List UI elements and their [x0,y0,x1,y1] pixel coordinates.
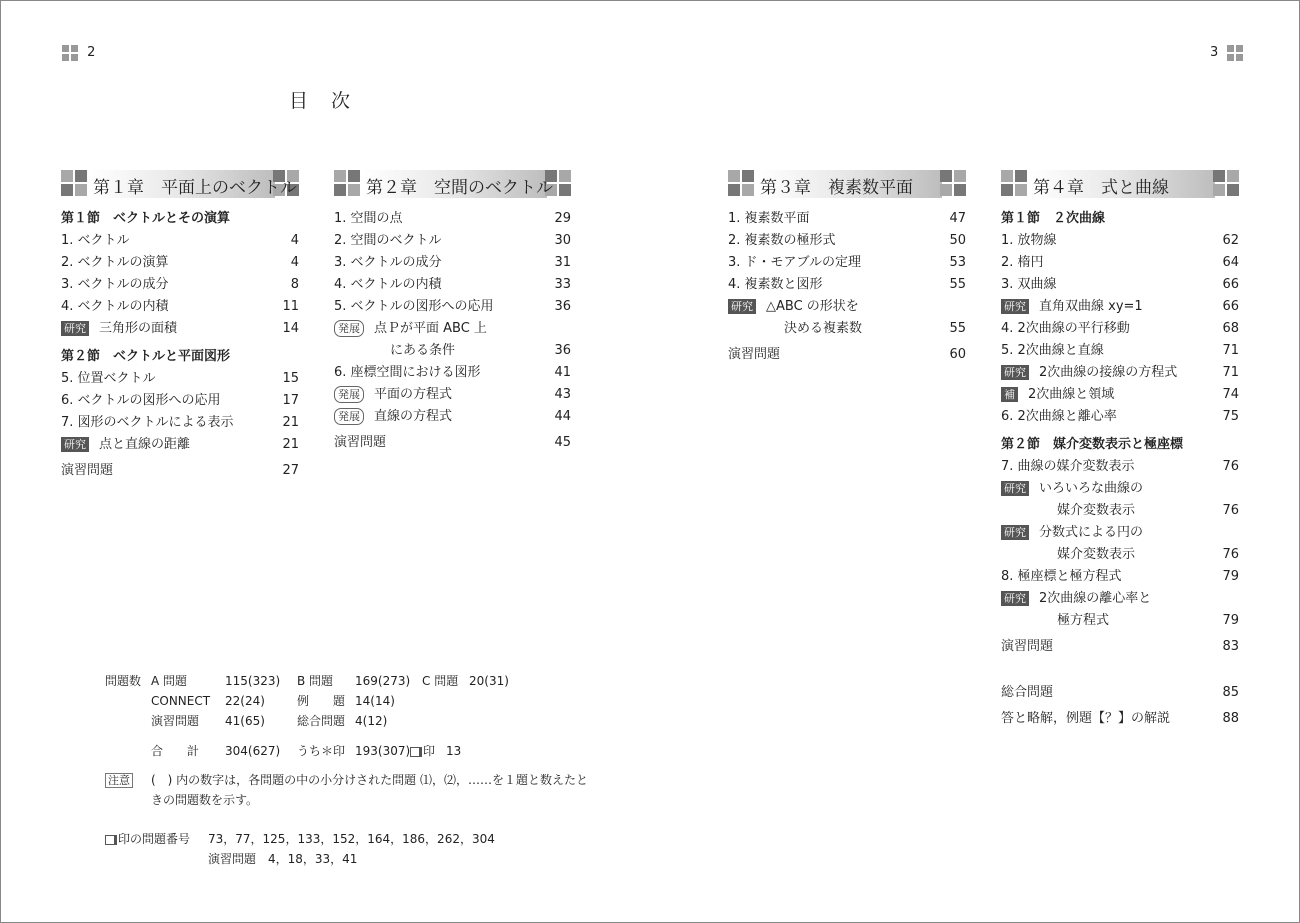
toc-entry [728,344,966,366]
toc-page-number: 85 [1222,685,1239,700]
dot-leader [227,390,277,412]
chapter-header [334,170,571,198]
toc-entry [1001,406,1239,428]
toc-page-number: 50 [949,233,966,248]
toc-entry [334,274,571,296]
dot-leader [392,432,548,454]
toc-entry [61,230,299,252]
toc-entry [61,318,299,340]
toc-entry-title: 3. 双曲線 [1001,277,1057,292]
badge-hatten: 発展 [334,408,364,425]
toc-entry-title: 研究 △ABC の形状を [728,296,859,318]
toc-page-number: 21 [282,415,299,430]
toc-page-number: 55 [949,277,966,292]
badge-kenkyu: 研究 [1001,365,1029,380]
toc-entry [334,432,571,454]
chapter-title: 第３章 複素数平面 [760,178,913,198]
section-heading: 第１節 ２次曲線 [1001,211,1106,226]
note-line-1: ( ) 内の数字は，各問題の中の小分けされた問題 ⑴，⑵，……を１題と数えたと [151,773,588,787]
dot-leader [1050,252,1217,274]
toc-page-number: 74 [1222,387,1239,402]
badge-kenkyu: 研究 [61,437,89,452]
toc-entry-title: 1. 複素数平面 [728,211,810,226]
toc-page-number: 8 [290,277,299,292]
toc-entry [728,208,966,230]
dot-leader [175,296,277,318]
toc-page-number: 75 [1222,409,1239,424]
stat-example-label: 例 題 [297,694,346,708]
toc-entry [61,412,299,434]
chapter-header [1001,170,1239,198]
toc-entry [1001,682,1239,704]
note-line-2: きの問題数を示す。 [151,793,259,807]
toc-entry-title: 媒介変数表示 [1057,503,1136,518]
toc-entry-title: 5. 2次曲線と直線 [1001,343,1104,358]
dot-leader [448,274,549,296]
stat-c-label: C 問題 [422,674,459,688]
toc-entry-title: 3. ベクトルの成分 [334,255,442,270]
toc-entry-title: 研究 2次曲線の離心率と [1001,588,1151,610]
page-marker-icon [62,45,78,61]
toc-page-number: 11 [282,299,299,314]
toc-entry-title: 4. ベクトルの内積 [334,277,442,292]
toc-entry [728,252,966,274]
dot-leader [1063,230,1217,252]
toc-page-number: 64 [1222,255,1239,270]
toc-entry-title: 総合問題 [1001,685,1054,700]
toc-entry [61,252,299,274]
toc-line [1001,522,1239,544]
toc-entry [1001,296,1239,318]
dot-leader [816,208,944,230]
toc-line [1001,478,1239,500]
toc-line [1001,588,1239,610]
toc-entry [1001,318,1239,340]
stat-total-label: 合 計 [151,744,200,758]
toc-entry-title: 1. 空間の点 [334,211,403,226]
dot-leader [842,230,944,252]
toc-page-number: 79 [1222,569,1239,584]
toc-entry-title: 4. ベクトルの内積 [61,299,169,314]
page-title: 目 次 [289,90,353,112]
toc-entry-title: 媒介変数表示 [1057,547,1136,562]
page-marker-icon [1227,45,1243,61]
toc-entry-title: 2. 空間のベクトル [334,233,442,248]
toc-entry-title: 研究 直角双曲線 xy=1 [1001,296,1143,318]
toc-line [334,318,571,340]
toc-entry-title: 研究 三角形の面積 [61,318,177,340]
dot-leader [136,230,285,252]
stat-book: 印 [410,741,435,761]
book-icon [410,747,422,757]
stat-book-value: 13 [446,744,462,758]
chapter-header [61,170,299,198]
toc-entry-title: にある条件 [390,343,456,358]
book-problems-list-1: 73，77，125，133，152，164，186，262，304 [208,832,495,846]
toc-entry [1001,708,1239,730]
dot-leader [183,318,276,340]
book-problems-list-2: 演習問題 4，18，33，41 [208,852,358,866]
corner-squares-icon [334,170,360,196]
dot-leader [458,384,548,406]
badge-hatten: 発展 [334,386,364,403]
toc-page-number: 55 [949,321,966,336]
toc-entry [61,460,299,482]
section-heading: 第２節 媒介変数表示と極座標 [1001,437,1184,452]
toc-entry-title: 演習問題 [728,347,781,362]
toc-entry-title: 演習問題 [61,463,114,478]
toc-entry-title: 決める複素数 [784,321,863,336]
toc-page-number: 66 [1222,299,1239,314]
toc-entry-title: 2. 複素数の極形式 [728,233,836,248]
toc-entry-title: 4. 2次曲線の平行移動 [1001,321,1130,336]
toc-page-number: 79 [1222,613,1239,628]
toc-entry-title: 4. 複素数と図形 [728,277,823,292]
dot-leader [1128,566,1217,588]
section-heading: 第１節 ベクトルとその演算 [61,211,231,226]
dot-leader [1120,384,1216,406]
toc-entry-title: 8. 極座標と極方程式 [1001,569,1122,584]
section-heading: 第２節 ベクトルと平面図形 [61,349,231,364]
dot-leader [1183,362,1216,384]
toc-page-number: 15 [282,371,299,386]
toc-entry [334,296,571,318]
toc-entry [61,434,299,456]
toc-entry [1057,544,1239,566]
toc-entry-title: 7. 曲線の媒介変数表示 [1001,459,1135,474]
badge-kenkyu: 研究 [728,299,756,314]
toc-page-number: 66 [1222,277,1239,292]
dot-leader [1059,636,1216,658]
dot-leader [1059,682,1216,704]
chapter-title: 第１章 平面上のベクトル [93,178,297,198]
stat-sogo-value: 4(12) [355,714,388,728]
stat-sogo-label: 総合問題 [297,714,346,728]
dot-leader [119,460,276,482]
toc-entry-title: 6. 座標空間における図形 [334,365,481,380]
toc-page-number: 83 [1222,639,1239,654]
note-tag: 注意 [105,770,133,790]
toc-entry-title: 補 2次曲線と領域 [1001,384,1114,406]
toc-entry-title: 発展 直線の方程式 [334,406,452,428]
corner-squares-icon [940,170,966,196]
dot-leader [1176,708,1216,730]
dot-leader [1136,318,1217,340]
stat-a-value: 115(323) [225,674,281,688]
corner-squares-icon [1213,170,1239,196]
toc-entry-title: 研究 いろいろな曲線の [1001,478,1143,500]
toc-entry [1057,610,1239,632]
corner-squares-icon [1001,170,1027,196]
toc-entry [61,274,299,296]
toc-entry [1001,566,1239,588]
toc-entry [334,384,571,406]
dot-leader [868,318,943,340]
toc-entry [334,406,571,428]
stat-b-label: B 問題 [297,674,334,688]
toc-page-number: 76 [1222,503,1239,518]
toc-entry [390,340,571,362]
page-number-right: 3 [1210,42,1243,61]
dot-leader [786,344,943,366]
dot-leader [1141,500,1216,522]
toc-entry [1001,230,1239,252]
stat-c-value: 20(31) [469,674,509,688]
toc-entry [334,208,571,230]
toc-entry-title: 2. ベクトルの演算 [61,255,169,270]
toc-entry-title: 7. 図形のベクトルによる表示 [61,415,234,430]
badge-kenkyu: 研究 [61,321,89,336]
toc-page-number: 53 [949,255,966,270]
stats-label: 問題数 [105,674,142,688]
toc-entry-title: 3. ベクトルの成分 [61,277,169,292]
toc-page-number: 41 [554,365,571,380]
page-number-left: 2 [62,42,95,61]
stat-ensyu-value: 41(65) [225,714,265,728]
toc-entry-title: 研究 分数式による円の [1001,522,1143,544]
dot-leader [461,340,548,362]
toc-page-number: 21 [282,437,299,452]
toc-entry-title: 研究 2次曲線の接線の方程式 [1001,362,1177,384]
toc-entry [784,318,966,340]
book-icon [105,835,117,845]
toc-entry-title: 答と略解，例題【？】の解説 [1001,711,1171,726]
dot-leader [1115,610,1216,632]
toc-page-number: 43 [554,387,571,402]
chapter-title: 第２章 空間のベクトル [366,178,553,198]
toc-page-number: 62 [1222,233,1239,248]
toc-page-number: 60 [949,347,966,362]
stat-connect-label: CONNECT [151,694,211,708]
dot-leader [175,274,285,296]
toc-entry-title: 1. 放物線 [1001,233,1057,248]
dot-leader [829,274,944,296]
corner-squares-icon [61,170,87,196]
toc-entry [1001,362,1239,384]
toc-page-number: 88 [1222,711,1239,726]
toc-entry-title: 5. ベクトルの図形への応用 [334,299,494,314]
toc-entry [61,296,299,318]
stat-star-value: 193(307) [355,744,411,758]
dot-leader [458,406,548,428]
dot-leader [196,434,276,456]
toc-entry [728,230,966,252]
toc-page-number: 71 [1222,365,1239,380]
toc-entry-title: 5. 位置ベクトル [61,371,156,386]
toc-entry [1001,274,1239,296]
toc-page-number: 36 [554,343,571,358]
stat-a-label: A 問題 [151,674,188,688]
toc-page-number: 17 [282,393,299,408]
toc-page-number: 45 [554,435,571,450]
toc-entry [334,252,571,274]
toc-page-number: 47 [949,211,966,226]
toc-entry [1001,340,1239,362]
toc-entry [1001,384,1239,406]
badge-kenkyu: 研究 [1001,591,1029,606]
dot-leader [175,252,285,274]
toc-entry-title: 極方程式 [1057,613,1110,628]
dot-leader [1123,406,1217,428]
toc-entry [334,230,571,252]
toc-page-number: 76 [1222,547,1239,562]
dot-leader [1141,544,1216,566]
toc-entry-title: 研究 点と直線の距離 [61,434,190,456]
badge-kenkyu: 研究 [1001,481,1029,496]
dot-leader [1063,274,1217,296]
stat-star-label: うち＊印 [297,744,346,758]
toc-entry [61,368,299,390]
toc-entry-title: 1. ベクトル [61,233,130,248]
toc-page-number: 4 [290,233,299,248]
dot-leader [867,252,943,274]
dot-leader [240,412,277,434]
toc-page-number: 31 [554,255,571,270]
toc-page-number: 44 [554,409,571,424]
toc-entry [334,362,571,384]
book-problems-label: 印の問題番号 [105,829,190,849]
toc-page-number: 27 [282,463,299,478]
dot-leader [1141,456,1217,478]
stat-b-value: 169(273) [355,674,411,688]
toc-entry [1001,252,1239,274]
toc-page-number: 71 [1222,343,1239,358]
chapter-header [728,170,966,198]
toc-entry-title: 発展 平面の方程式 [334,384,452,406]
toc-page-number: 36 [554,299,571,314]
toc-line [728,296,966,318]
badge-hatten: 発展 [334,320,364,337]
toc-entry-title: 演習問題 [334,435,387,450]
toc-entry-title: 6. ベクトルの図形への応用 [61,393,221,408]
toc-entry-title: 3. ド・モアブルの定理 [728,255,862,270]
toc-page-number: 30 [554,233,571,248]
toc-page-number: 33 [554,277,571,292]
toc-entry-title: 発展 点Ｐが平面 ABC 上 [334,318,487,340]
stat-total-value: 304(627) [225,744,281,758]
toc-entry [1057,500,1239,522]
toc-entry [728,274,966,296]
dot-leader [500,296,549,318]
corner-squares-icon [728,170,754,196]
stat-ensyu-label: 演習問題 [151,714,200,728]
toc-entry [1001,636,1239,658]
toc-entry-title: 6. 2次曲線と離心率 [1001,409,1117,424]
dot-leader [1110,340,1217,362]
dot-leader [1149,296,1217,318]
dot-leader [409,208,549,230]
toc-page-number: 68 [1222,321,1239,336]
dot-leader [162,368,277,390]
dot-leader [448,252,549,274]
toc-entry-title: 演習問題 [1001,639,1054,654]
badge-kenkyu: 研究 [1001,299,1029,314]
stat-connect-value: 22(24) [225,694,265,708]
badge-ho: 補 [1001,387,1018,402]
toc-page-number: 29 [554,211,571,226]
dot-leader [487,362,549,384]
toc-page-number: 4 [290,255,299,270]
dot-leader [448,230,549,252]
toc-page-number: 76 [1222,459,1239,474]
badge-kenkyu: 研究 [1001,525,1029,540]
toc-entry [1001,456,1239,478]
toc-entry [61,390,299,412]
toc-entry-title: 2. 楕円 [1001,255,1044,270]
toc-page-number: 14 [282,321,299,336]
chapter-title: 第４章 式と曲線 [1033,178,1169,198]
stat-example-value: 14(14) [355,694,395,708]
